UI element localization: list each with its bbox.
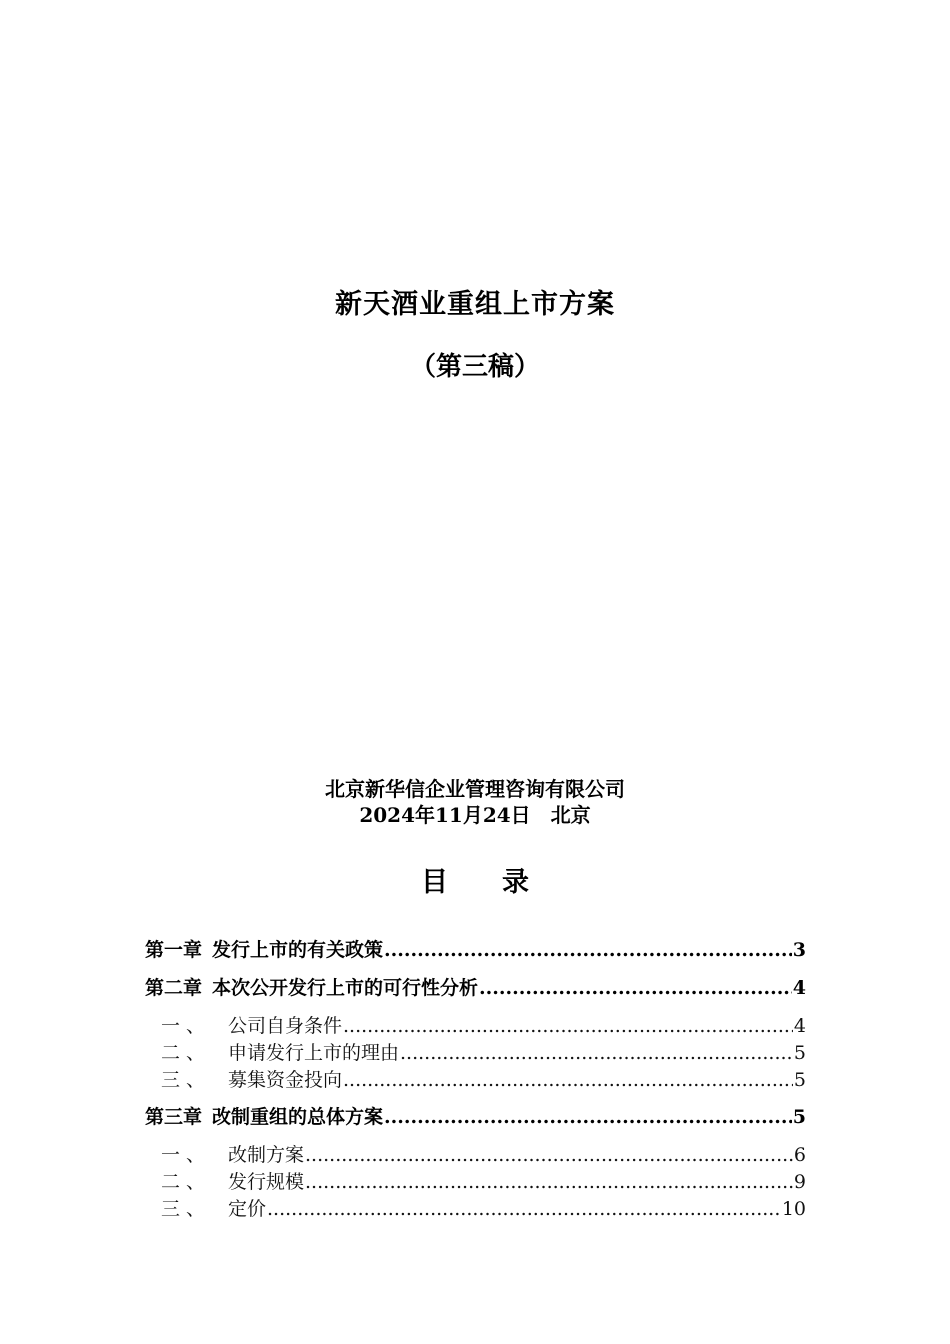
toc-entry-number: 三 、 xyxy=(161,1069,206,1091)
toc-entry[interactable] xyxy=(145,1140,806,1167)
toc-entry-page: 10 xyxy=(781,1198,806,1220)
toc-dot-leader xyxy=(479,977,792,999)
toc-entry-page: 4 xyxy=(793,1015,806,1037)
toc-entry-number: 一 、 xyxy=(161,1144,206,1166)
toc-entry-number: 第三章 xyxy=(145,1106,203,1128)
toc-entry-page: 9 xyxy=(793,1171,806,1193)
toc-dot-leader xyxy=(384,939,792,961)
toc-entry[interactable] xyxy=(145,1011,806,1038)
toc-entry-number: 第一章 xyxy=(145,939,203,961)
toc-dot-leader xyxy=(305,1171,793,1193)
toc-dot-leader xyxy=(343,1069,793,1091)
toc-entry[interactable] xyxy=(145,1167,806,1194)
toc-entry-label: 募集资金投向 xyxy=(228,1069,343,1091)
toc-entry-number: 二 、 xyxy=(161,1171,206,1193)
toc-entry-page: 6 xyxy=(793,1144,806,1166)
toc-dot-leader xyxy=(400,1042,793,1064)
toc-entry-page: 5 xyxy=(793,1042,806,1064)
toc-dot-leader xyxy=(267,1198,781,1220)
toc-entry-label: 定价 xyxy=(228,1198,267,1220)
toc-entry-label: 改制重组的总体方案 xyxy=(212,1106,384,1128)
toc-entry-page: 5 xyxy=(793,1069,806,1091)
document-title: 新天酒业重组上市方案 xyxy=(335,289,615,320)
toc-entry-page: 4 xyxy=(792,977,806,999)
date-location: 2024年11月24日 北京 xyxy=(359,803,591,827)
toc-dot-leader xyxy=(343,1015,793,1037)
toc-entry[interactable] xyxy=(145,1065,806,1092)
company-name: 北京新华信企业管理咨询有限公司 xyxy=(325,777,625,801)
toc-entry-page: 3 xyxy=(792,939,806,961)
toc-entry-label: 申请发行上市的理由 xyxy=(228,1042,400,1064)
toc-entry[interactable] xyxy=(145,973,806,1001)
table-of-contents xyxy=(145,935,806,1221)
toc-heading: 目 录 xyxy=(421,867,529,898)
toc-entry[interactable] xyxy=(145,1102,806,1130)
toc-entry-number: 二 、 xyxy=(161,1042,206,1064)
toc-entry[interactable] xyxy=(145,935,806,963)
toc-entry-number: 一 、 xyxy=(161,1015,206,1037)
toc-entry-page: 5 xyxy=(792,1106,806,1128)
toc-entry-number: 三 、 xyxy=(161,1198,206,1220)
toc-entry[interactable] xyxy=(145,1194,806,1221)
toc-entry-number: 第二章 xyxy=(145,977,203,999)
document-subtitle: （第三稿） xyxy=(409,352,540,382)
toc-dot-leader xyxy=(384,1106,792,1128)
toc-entry-label: 发行规模 xyxy=(228,1171,305,1193)
toc-entry-label: 改制方案 xyxy=(228,1144,305,1166)
toc-entry[interactable] xyxy=(145,1038,806,1065)
toc-entry-label: 公司自身条件 xyxy=(228,1015,343,1037)
toc-entry-label: 本次公开发行上市的可行性分析 xyxy=(212,977,479,999)
toc-entry-label: 发行上市的有关政策 xyxy=(212,939,384,961)
toc-dot-leader xyxy=(305,1144,793,1166)
